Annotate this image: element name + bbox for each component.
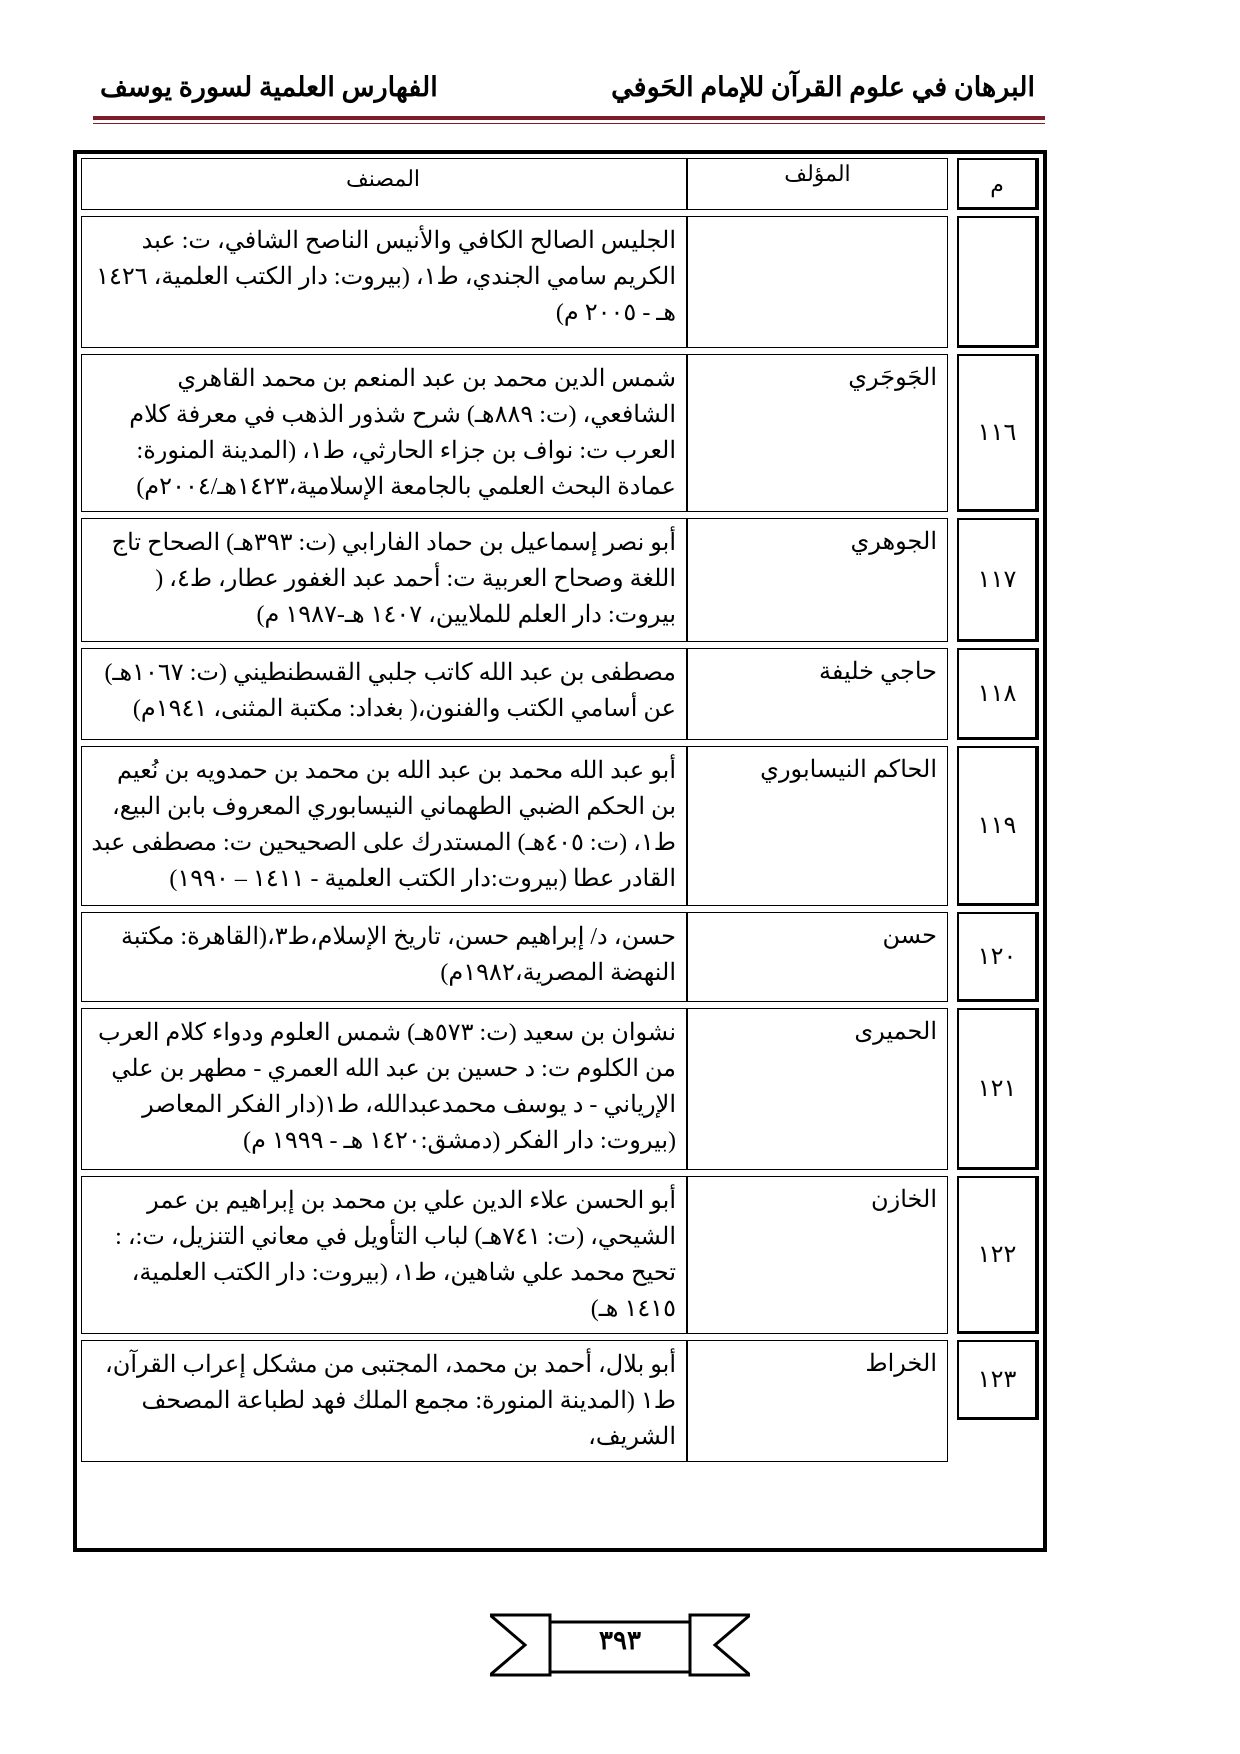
table-row — [81, 216, 1039, 348]
row-author: حسن — [687, 912, 948, 1002]
page-number: ٣٩٣ — [599, 1626, 641, 1655]
row-number: ١١٩ — [957, 746, 1039, 906]
row-work: الجليس الصالح الكافي والأنيس الناصح الشافي، ت: عبد الكريم سامي الجندي، ط١، (بيروت: دار الكتب العلمية، ١٤٢٦ هـ - ٢٠٠٥ م) — [81, 216, 687, 348]
row-work: أبو الحسن علاء الدين علي بن محمد بن إبراهيم بن عمر الشيحي، (ت: ٧٤١هـ) لباب التأويل في معاني التنزيل، ت:، : تحيح محمد علي شاهين، ط١، (بيروت: دار الكتب العلمية، ١٤١٥ هـ) — [81, 1176, 687, 1334]
row-work: مصطفى بن عبد الله كاتب جلبي القسطنطيني (ت: ١٠٦٧هـ) عن أسامي الكتب والفنون،( بغداد: مكتبة المثنى، ١٩٤١م) — [81, 648, 687, 740]
row-work: شمس الدين محمد بن عبد المنعم بن محمد القاهري الشافعي، (ت: ٨٨٩هـ) شرح شذور الذهب في معرفة كلام العرب ت: نواف بن جزاء الحارثي، ط١، (المدينة المنورة: عمادة البحث العلمي بالجامعة الإسلامية،١٤٢٣هـ/٢٠٠٤م) — [81, 354, 687, 512]
table-row — [81, 1008, 1039, 1170]
row-number — [957, 216, 1039, 348]
row-author: الخراط — [687, 1340, 948, 1462]
table-row — [81, 746, 1039, 906]
row-number: ١١٦ — [957, 354, 1039, 512]
table-header-row — [81, 158, 1039, 210]
row-number: ١١٧ — [957, 518, 1039, 642]
column-header-author: المؤلف — [687, 158, 948, 210]
ribbon-right-tail — [690, 1615, 750, 1675]
book-title: البرهان في علوم القرآن للإمام الحَوفي — [611, 72, 1035, 102]
table-row — [81, 518, 1039, 642]
row-author — [687, 216, 948, 348]
header-rule-thin — [93, 123, 1045, 124]
header-rule-thick — [93, 116, 1045, 120]
references-table — [81, 158, 1039, 1462]
table-row — [81, 1340, 1039, 1462]
row-work: أبو بلال، أحمد بن محمد، المجتبى من مشكل إعراب القرآن، ط١ (المدينة المنورة: مجمع الملك فهد لطباعة المصحف الشريف، — [81, 1340, 687, 1462]
row-number: ١٢٣ — [957, 1340, 1039, 1420]
table-row — [81, 912, 1039, 1002]
table-row — [81, 648, 1039, 740]
table-row — [81, 1176, 1039, 1334]
row-work: نشوان بن سعيد (ت: ٥٧٣هـ) شمس العلوم ودواء كلام العرب من الكلوم ت: د حسين بن عبد الله العمري - مطهر بن علي الإرياني - د يوسف محمدعبدالله، ط١(دار الفكر المعاصر (بيروت: دار الفكر (دمشق:١٤٢٠ هـ - ١٩٩٩ م) — [81, 1008, 687, 1170]
row-author: الجَوجَري — [687, 354, 948, 512]
column-header-num: م — [957, 158, 1039, 210]
row-author: الحميرى — [687, 1008, 948, 1170]
row-number: ١٢٠ — [957, 912, 1039, 1002]
row-number: ١١٨ — [957, 648, 1039, 740]
row-number: ١٢١ — [957, 1008, 1039, 1170]
row-author: الحاكم النيسابوري — [687, 746, 948, 906]
section-title: الفهارس العلمية لسورة يوسف — [100, 72, 438, 102]
row-author: الخازن — [687, 1176, 948, 1334]
column-header-work: المصنف — [81, 158, 687, 210]
row-work: أبو نصر إسماعيل بن حماد الفارابي (ت: ٣٩٣هـ) الصحاح تاج اللغة وصحاح العربية ت: أحمد عبد الغفور عطار، ط٤، ( بيروت: دار العلم للملايين، ١٤٠٧ هـ-١٩٨٧ م) — [81, 518, 687, 642]
row-number: ١٢٢ — [957, 1176, 1039, 1334]
table-row — [81, 354, 1039, 512]
ribbon-left-tail — [490, 1615, 550, 1675]
row-author: الجوهري — [687, 518, 948, 642]
row-author: حاجي خليفة — [687, 648, 948, 740]
row-work: أبو عبد الله محمد بن عبد الله بن محمد بن حمدويه بن نُعيم بن الحكم الضبي الطهماني النيسابوري المعروف بابن البيع، ط١، (ت: ٤٠٥هـ) المستدرك على الصحيحين ت: مصطفى عبد القادر عطا (بيروت:دار الكتب العلمية - ١٤١١ – ١٩٩٠) — [81, 746, 687, 906]
row-work: حسن، د/ إبراهيم حسن، تاريخ الإسلام،ط٣،(القاهرة: مكتبة النهضة المصرية،١٩٨٢م) — [81, 912, 687, 1002]
